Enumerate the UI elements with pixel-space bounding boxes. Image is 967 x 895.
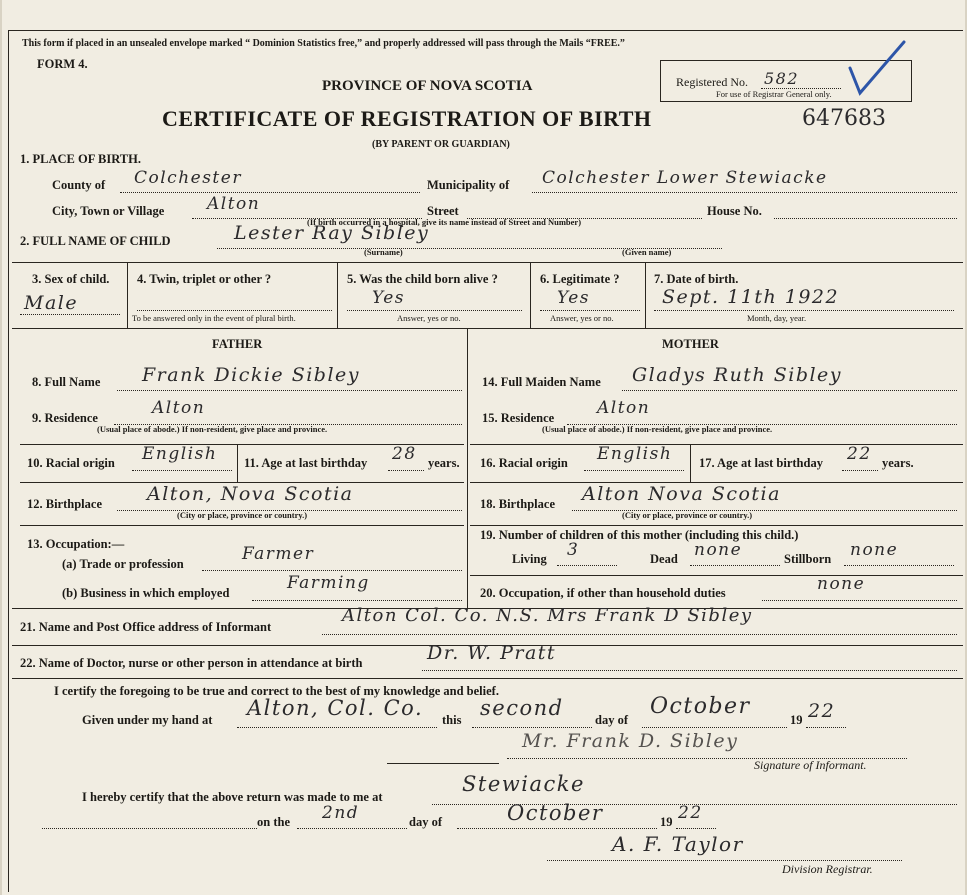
- informant-value: Alton Col. Co. N.S. Mrs Frank D Sibley: [342, 605, 753, 626]
- father-name-label: 8. Full Name: [32, 375, 101, 389]
- father-residence-value: Alton: [152, 398, 206, 418]
- mother-residence-label: 15. Residence: [482, 411, 555, 425]
- mother-residence-note: (Usual place of abode.) If non-resident, give place and province.: [542, 424, 773, 434]
- father-name-value: Frank Dickie Sibley: [142, 364, 361, 386]
- legitimate-value: Yes: [557, 288, 591, 308]
- mother-birthplace-value: Alton Nova Scotia: [582, 483, 781, 505]
- child-name-label: 2. FULL NAME OF CHILD: [20, 234, 171, 248]
- father-racial-value: English: [142, 444, 218, 464]
- city-value: Alton: [207, 194, 261, 214]
- certificate-paper: [2, 0, 965, 895]
- checkmark-icon: [842, 38, 912, 98]
- return-label: I hereby certify that the above return was made to me at: [82, 790, 383, 804]
- father-trade-value: Farmer: [242, 544, 315, 564]
- date-of-birth-label: 7. Date of birth.: [654, 272, 739, 286]
- mother-name-label: 14. Full Maiden Name: [482, 375, 601, 389]
- stillborn-value: none: [850, 540, 899, 560]
- mother-birthplace-note: (City or place, province or country.): [622, 510, 753, 520]
- place-of-birth-label: 1. PLACE OF BIRTH.: [20, 152, 141, 166]
- registrar-label: Division Registrar.: [782, 862, 873, 876]
- child-name-value: Lester Ray Sibley: [234, 222, 430, 244]
- street-label: Street: [427, 204, 459, 218]
- father-years-label: years.: [428, 456, 460, 470]
- page-title: CERTIFICATE OF REGISTRATION OF BIRTH: [162, 106, 652, 131]
- alive-note: Answer, yes or no.: [397, 313, 461, 323]
- certify-statement: I certify the foregoing to be true and correct to the best of my knowledge and belief.: [54, 684, 499, 698]
- given-year-value: 22: [808, 700, 836, 722]
- twin-note: To be answered only in the event of plural birth.: [132, 313, 296, 323]
- sex-label: 3. Sex of child.: [32, 272, 110, 286]
- father-racial-label: 10. Racial origin: [27, 456, 115, 470]
- dead-value: none: [694, 540, 743, 560]
- left-border: [8, 30, 9, 892]
- father-birthplace-value: Alton, Nova Scotia: [147, 483, 354, 505]
- father-occupation-label: 13. Occupation:—: [27, 537, 125, 551]
- city-label: City, Town or Village: [52, 204, 165, 218]
- mail-notice: This form if placed in an unsealed envelope marked “ Dominion Statistics free,” and properly addressed will pass through the Mails “FREE.”: [22, 38, 625, 49]
- municipality-value: Colchester Lower Stewiacke: [542, 168, 828, 188]
- province-heading: PROVINCE OF NOVA SCOTIA: [322, 78, 533, 94]
- mother-occupation-value: none: [817, 574, 866, 594]
- father-business-label: (b) Business in which employed: [62, 586, 230, 600]
- mother-years-label: years.: [882, 456, 914, 470]
- registered-no-value: 582: [764, 69, 800, 88]
- mother-occupation-label: 20. Occupation, if other than household duties: [480, 586, 726, 600]
- page-subtitle: (BY PARENT OR GUARDIAN): [372, 139, 510, 150]
- date-of-birth-note: Month, day, year.: [747, 313, 807, 323]
- top-border: [8, 30, 963, 31]
- twin-label: 4. Twin, triplet or other ?: [137, 272, 272, 286]
- living-label: Living: [512, 552, 547, 566]
- father-birthplace-label: 12. Birthplace: [27, 497, 102, 511]
- sex-value: Male: [24, 292, 79, 314]
- hospital-note: (If birth occurred in a hospital, give its name instead of Street and Number): [307, 217, 582, 227]
- given-place-value: Alton, Col. Co.: [247, 696, 424, 720]
- return-day-of-label: day of: [409, 815, 442, 829]
- mother-name-value: Gladys Ruth Sibley: [632, 364, 843, 386]
- return-place-value: Stewiacke: [462, 772, 585, 796]
- house-no-label: House No.: [707, 204, 762, 218]
- registrar-use-note: For use of Registrar General only.: [716, 89, 832, 99]
- alive-label: 5. Was the child born alive ?: [347, 272, 498, 286]
- stillborn-label: Stillborn: [784, 552, 832, 566]
- dead-label: Dead: [650, 552, 678, 566]
- this-label: this: [442, 713, 462, 727]
- municipality-label: Municipality of: [427, 178, 510, 192]
- informant-label: 21. Name and Post Office address of Informant: [20, 620, 272, 634]
- mother-racial-label: 16. Racial origin: [480, 456, 568, 470]
- form-number: FORM 4.: [37, 57, 88, 71]
- on-the-label: on the: [257, 815, 290, 829]
- county-label: County of: [52, 178, 106, 192]
- doctor-label: 22. Name of Doctor, nurse or other person in attendance at birth: [20, 656, 363, 670]
- father-residence-note: (Usual place of abode.) If non-resident, give place and province.: [97, 424, 328, 434]
- father-age-label: 11. Age at last birthday: [244, 456, 368, 470]
- stamp-number: 647683: [802, 106, 886, 131]
- legitimate-label: 6. Legitimate ?: [540, 272, 620, 286]
- father-residence-label: 9. Residence: [32, 411, 98, 425]
- informant-signature: Mr. Frank D. Sibley: [522, 730, 739, 752]
- given-day-value: second: [480, 696, 564, 720]
- signature-label: Signature of Informant.: [754, 758, 867, 772]
- mother-racial-value: English: [597, 444, 673, 464]
- given-day-of-label: day of: [595, 713, 628, 727]
- given-month-value: October: [650, 694, 751, 719]
- alive-value: Yes: [372, 288, 406, 308]
- mother-age-value: 22: [847, 444, 872, 464]
- legitimate-note: Answer, yes or no.: [550, 313, 614, 323]
- return-day-value: 2nd: [322, 803, 360, 823]
- father-business-value: Farming: [287, 573, 370, 593]
- return-month-value: October: [507, 801, 604, 825]
- doctor-value: Dr. W. Pratt: [427, 642, 557, 664]
- mother-residence-value: Alton: [597, 398, 651, 418]
- mother-children-label: 19. Number of children of this mother (including this child.): [480, 528, 799, 542]
- given-year-prefix: 19: [790, 713, 803, 727]
- father-heading: FATHER: [212, 337, 263, 351]
- mother-birthplace-label: 18. Birthplace: [480, 497, 555, 511]
- father-trade-label: (a) Trade or profession: [62, 557, 184, 571]
- mother-age-label: 17. Age at last birthday: [699, 456, 823, 470]
- date-of-birth-value: Sept. 11th 1922: [662, 286, 840, 308]
- return-year-value: 22: [678, 803, 703, 823]
- father-age-value: 28: [392, 444, 417, 464]
- surname-note: (Surname): [364, 247, 403, 257]
- living-value: 3: [567, 540, 580, 560]
- given-name-note: (Given name): [622, 247, 672, 257]
- father-birthplace-note: (City or place, province or country.): [177, 510, 308, 520]
- registered-no-label: Registered No.: [676, 75, 748, 89]
- mother-heading: MOTHER: [662, 337, 719, 351]
- return-year-prefix: 19: [660, 815, 673, 829]
- given-under-label: Given under my hand at: [82, 713, 213, 727]
- county-value: Colchester: [134, 168, 242, 188]
- registrar-signature: A. F. Taylor: [612, 832, 744, 856]
